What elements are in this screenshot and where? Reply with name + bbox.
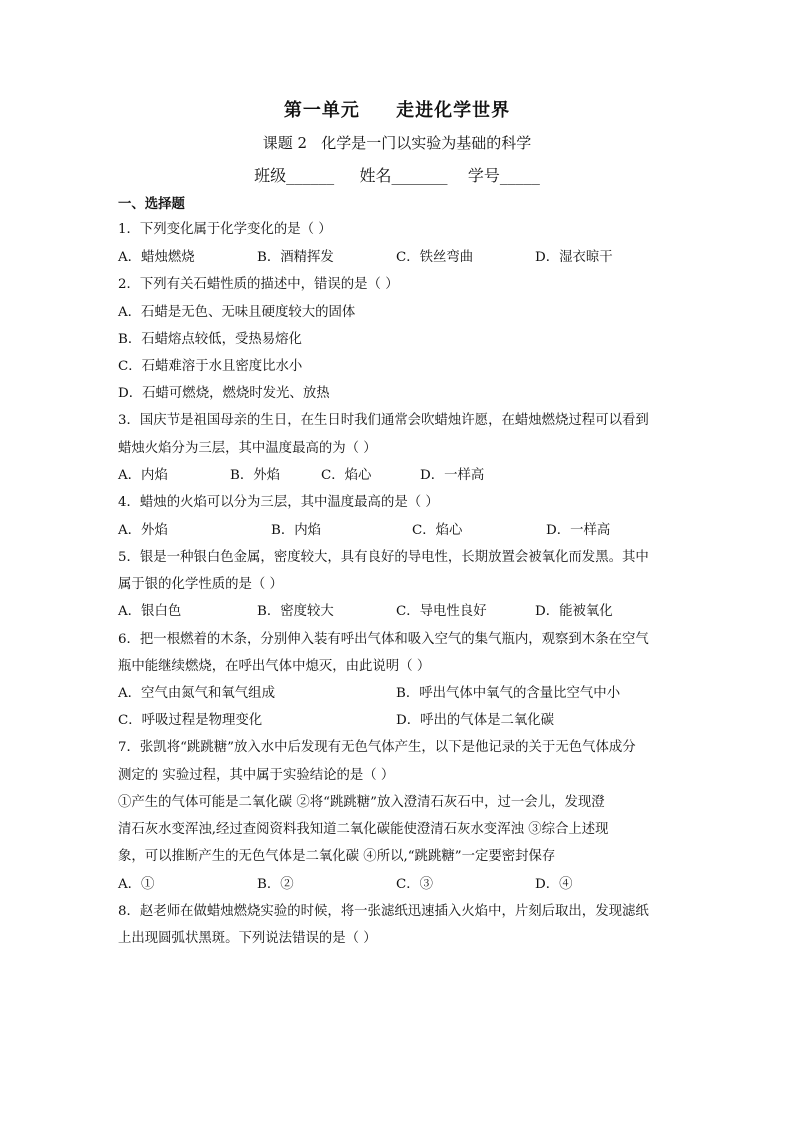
option-a: A．外焰 xyxy=(118,523,168,538)
question-7-stem-line-2: 测定的 实验过程，其中属于实验结论的是（ ） xyxy=(118,768,395,783)
question-3-stem-line-1: 3．国庆节是祖国母亲的生日，在生日时我们通常会吹蜡烛许愿，在蜡烛燃烧过程可以看到 xyxy=(118,413,649,428)
option-c: C．呼吸过程是物理变化 xyxy=(118,713,263,728)
student-info-line: 班级______ 姓名_______ 学号_____ xyxy=(254,166,540,185)
question-5-stem-line-2: 属于银的化学性质的是（ ） xyxy=(118,577,283,592)
option-d: D．石蜡可燃烧，燃烧时发光、放热 xyxy=(118,386,330,401)
option-d: D．一样高 xyxy=(420,468,485,483)
option-c: C．③ xyxy=(396,877,434,892)
option-c: C．焰心 xyxy=(321,468,372,483)
option-d: D．能被氧化 xyxy=(535,604,613,619)
option-c: C．焰心 xyxy=(412,523,463,538)
option-b: B．内焰 xyxy=(271,523,322,538)
unit-title: 第一单元 走进化学世界 xyxy=(283,100,511,121)
option-a: A．石蜡是无色、无味且硬度较大的固体 xyxy=(118,305,356,320)
question-2-stem: 2．下列有关石蜡性质的描述中，错误的是（ ） xyxy=(118,277,399,292)
question-8-stem-line-2: 上出现圆弧状黑斑。下列说法错误的是（ ） xyxy=(118,931,377,946)
option-a: A．空气由氮气和氧气组成 xyxy=(118,686,275,701)
option-a: A．内焰 xyxy=(118,468,168,483)
option-c: C．石蜡难溶于水且密度比水小 xyxy=(118,359,303,374)
section-heading: 一、选择题 xyxy=(118,196,185,212)
question-8-stem-line-1: 8．赵老师在做蜡烛燃烧实验的时候，将一张滤纸迅速插入火焰中，片刻后取出，发现滤纸 xyxy=(118,904,649,919)
question-7-record-line-3: 象，可以推断产生的无色气体是二氧化碳 ④所以,“跳跳糖”一定要密封保存 xyxy=(118,849,556,864)
option-c: C．铁丝弯曲 xyxy=(396,250,474,265)
option-a: A．① xyxy=(118,877,155,892)
option-b: B．② xyxy=(257,877,294,892)
option-d: D．呼出的气体是二氧化碳 xyxy=(396,713,555,728)
question-7-record-line-1: ①产生的气体可能是二氧化碳 ②将“跳跳糖”放入澄清石灰石中，过一会儿，发现澄 xyxy=(118,795,605,810)
option-d: D．湿衣晾干 xyxy=(535,250,613,265)
option-b: B．密度较大 xyxy=(257,604,334,619)
lesson-subtitle: 课题 2 化学是一门以实验为基础的科学 xyxy=(262,134,532,152)
question-5-stem-line-1: 5．银是一种银白色金属，密度较大，具有良好的导电性，长期放置会被氧化而发黑。其中 xyxy=(118,550,649,565)
option-b: B．外焰 xyxy=(230,468,281,483)
question-7-stem-line-1: 7．张凯将“跳跳糖”放入水中后发现有无色气体产生，以下是他记录的关于无色气体成分 xyxy=(118,740,636,755)
option-a: A．银白色 xyxy=(118,604,182,619)
option-b: B．呼出气体中氧气的含量比空气中小 xyxy=(396,686,621,701)
question-3-stem-line-2: 蜡烛火焰分为三层，其中温度最高的为（ ） xyxy=(118,441,377,456)
question-6-stem-line-2: 瓶中能继续燃烧，在呼出气体中熄灭，由此说明（ ） xyxy=(118,659,431,674)
option-b: B．酒精挥发 xyxy=(257,250,334,265)
question-1-stem: 1．下列变化属于化学变化的是（ ） xyxy=(118,222,332,237)
question-6-stem-line-1: 6．把一根燃着的木条，分别伸入装有呼出气体和吸入空气的集气瓶内，观察到木条在空气 xyxy=(118,632,649,647)
option-c: C．导电性良好 xyxy=(396,604,487,619)
option-d: D．一样高 xyxy=(546,523,611,538)
option-b: B．石蜡熔点较低，受热易熔化 xyxy=(118,332,302,347)
question-4-stem: 4．蜡烛的火焰可以分为三层，其中温度最高的是（ ） xyxy=(118,495,439,510)
option-a: A．蜡烛燃烧 xyxy=(118,250,195,265)
option-d: D．④ xyxy=(535,877,573,892)
question-7-record-line-2: 清石灰水变浑浊,经过查阅资料我知道二氧化碳能使澄清石灰水变浑浊 ③综合上述现 xyxy=(118,822,609,837)
